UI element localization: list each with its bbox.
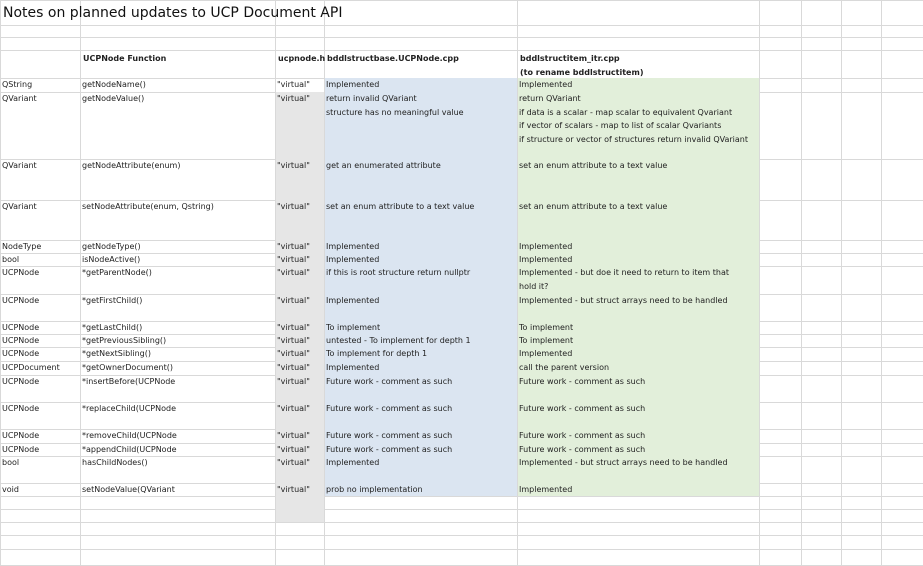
cell-type[interactable]: bool (2, 458, 20, 467)
cell-ucpnode-h[interactable]: "virtual" (277, 485, 310, 494)
header-base-cpp[interactable]: bddlstructbase.UCPNode.cpp (327, 54, 459, 63)
cell-function[interactable]: *getParentNode() (82, 268, 152, 277)
cell-item-note[interactable]: Implemented (519, 80, 573, 89)
cell-type[interactable]: UCPNode (2, 445, 40, 454)
grid-row-line (0, 25, 923, 26)
cell-ucpnode-h[interactable]: "virtual" (277, 377, 310, 386)
cell-type[interactable]: UCPNode (2, 349, 40, 358)
cell-type[interactable]: UCPNode (2, 336, 40, 345)
cell-type[interactable]: UCPNode (2, 404, 40, 413)
cell-function[interactable]: *removeChild(UCPNode (82, 431, 177, 440)
cell-base-note[interactable]: Implemented (326, 80, 380, 89)
cell-ucpnode-h[interactable]: "virtual" (277, 363, 310, 372)
header-ucpnode-h[interactable]: ucpnode.h (278, 54, 326, 63)
cell-base-note[interactable]: Implemented (326, 255, 380, 264)
cell-item-note[interactable]: Future work - comment as such (519, 431, 646, 440)
cell-function[interactable]: *replaceChild(UCPNode (82, 404, 177, 413)
cell-item-note[interactable]: Future work - comment as such (519, 377, 646, 386)
grid-row-line (0, 535, 923, 536)
cell-type[interactable]: QVariant (2, 202, 37, 211)
cell-base-note[interactable]: if this is root structure return nullptr (326, 268, 471, 277)
cell-item-note[interactable]: return QVariant (519, 94, 581, 103)
cell-type[interactable]: QVariant (2, 94, 37, 103)
cell-ucpnode-h[interactable]: "virtual" (277, 404, 310, 413)
cell-item-note[interactable]: Future work - comment as such (519, 445, 646, 454)
cell-item-note[interactable]: set an enum attribute to a text value (519, 161, 668, 170)
grid-column-line (841, 0, 842, 565)
cell-item-note[interactable]: To implement (519, 323, 574, 332)
cell-function[interactable]: *getLastChild() (82, 323, 143, 332)
cell-item-note[interactable]: if structure or vector of structures return invalid QVariant (519, 134, 749, 144)
cell-type[interactable]: UCPDocument (2, 363, 60, 372)
cell-type[interactable]: NodeType (2, 242, 42, 251)
cell-base-note[interactable]: prob no implementation (326, 485, 423, 494)
cell-function[interactable]: getNodeType() (82, 242, 141, 251)
cell-type[interactable]: UCPNode (2, 431, 40, 440)
cell-function[interactable]: hasChildNodes() (82, 458, 148, 467)
cell-type[interactable]: QString (2, 80, 33, 89)
cell-function[interactable]: *insertBefore(UCPNode (82, 377, 176, 386)
cell-item-note[interactable]: To implement (519, 336, 574, 345)
cell-item-note[interactable]: if vector of scalars - map to list of scalar Qvariants (519, 121, 722, 130)
cell-ucpnode-h[interactable]: "virtual" (277, 161, 310, 170)
cell-base-note[interactable]: To implement for depth 1 (326, 349, 428, 358)
grid-row-line (0, 549, 923, 550)
cell-item-note[interactable]: Future work - comment as such (519, 404, 646, 413)
grid-column-line (801, 0, 802, 565)
cell-ucpnode-h[interactable]: "virtual" (277, 242, 310, 251)
cell-ucpnode-h[interactable]: "virtual" (277, 458, 310, 467)
grid-row-line (0, 0, 923, 1)
cell-base-note[interactable]: untested - To implement for depth 1 (326, 336, 471, 345)
cell-function[interactable]: *appendChild(UCPNode (82, 445, 177, 454)
grid-row-line (0, 50, 923, 51)
cell-ucpnode-h[interactable]: "virtual" (277, 94, 310, 103)
cell-ucpnode-h[interactable]: "virtual" (277, 80, 310, 89)
cell-base-note[interactable]: Future work - comment as such (326, 431, 453, 440)
cell-type[interactable]: UCPNode (2, 296, 40, 305)
grid-column-line (759, 0, 760, 565)
sheet-title[interactable]: Notes on planned updates to UCP Document API (3, 5, 343, 21)
cell-base-note[interactable]: set an enum attribute to a text value (326, 202, 475, 211)
cell-ucpnode-h[interactable]: "virtual" (277, 445, 310, 454)
cell-function[interactable]: isNodeActive() (82, 255, 141, 264)
cell-ucpnode-h[interactable]: "virtual" (277, 323, 310, 332)
cell-function[interactable]: getNodeValue() (82, 94, 145, 103)
cell-item-note[interactable]: set an enum attribute to a text value (519, 202, 668, 211)
cell-type[interactable]: QVariant (2, 161, 37, 170)
grid-row-line (0, 522, 923, 523)
cell-base-note[interactable]: Implemented (326, 242, 380, 251)
cell-ucpnode-h[interactable]: "virtual" (277, 296, 310, 305)
cell-base-note[interactable]: To implement (326, 323, 381, 332)
cell-ucpnode-h[interactable]: "virtual" (277, 268, 310, 277)
cell-base-note[interactable]: Future work - comment as such (326, 404, 453, 413)
cell-base-note[interactable]: Future work - comment as such (326, 377, 453, 386)
cell-type[interactable]: void (2, 485, 19, 494)
cell-function[interactable]: *getOwnerDocument() (82, 363, 173, 372)
grid-column-line (881, 0, 882, 565)
cell-base-note[interactable]: Implemented (326, 363, 380, 372)
grid-row-line (0, 509, 923, 510)
cell-item-note[interactable]: Implemented (519, 349, 573, 358)
cell-item-note[interactable]: Implemented (519, 485, 573, 494)
header-item-cpp[interactable]: bddlstructitem_itr.cpp (520, 54, 620, 63)
cell-item-note[interactable]: call the parent version (519, 363, 610, 372)
cell-item-note[interactable]: hold it? (519, 281, 549, 291)
cell-ucpnode-h[interactable]: "virtual" (277, 202, 310, 211)
cell-item-note[interactable]: Implemented (519, 255, 573, 264)
cell-function[interactable]: setNodeAttribute(enum, Qstring) (82, 202, 214, 211)
cell-function[interactable]: getNodeAttribute(enum) (82, 161, 181, 170)
cell-ucpnode-h[interactable]: "virtual" (277, 349, 310, 358)
cell-type[interactable]: UCPNode (2, 323, 40, 332)
cell-base-note[interactable]: Implemented (326, 296, 380, 305)
header-item-cpp-note[interactable]: (to rename bddlstructitem) (520, 68, 644, 77)
cell-type[interactable]: bool (2, 255, 20, 264)
cell-base-note[interactable]: Implemented (326, 458, 380, 467)
cell-base-note[interactable]: structure has no meaningful value (326, 107, 464, 117)
grid-row-line (0, 37, 923, 38)
cell-item-note[interactable]: Implemented - but doe it need to return to item that (519, 268, 729, 277)
cell-item-note[interactable]: if data is a scalar - map scalar to equivalent Qvariant (519, 107, 733, 117)
cell-ucpnode-h[interactable]: "virtual" (277, 255, 310, 264)
header-function[interactable]: UCPNode Function (83, 54, 167, 63)
cell-function[interactable]: setNodeValue(QVariant (82, 485, 175, 494)
cell-item-note[interactable]: Implemented (519, 242, 573, 251)
cell-base-note[interactable]: return invalid QVariant (326, 94, 417, 103)
cell-item-note[interactable]: Implemented - but struct arrays need to be handled (519, 296, 728, 305)
cell-base-note[interactable]: get an enumerated attribute (326, 161, 441, 170)
cell-function[interactable]: getNodeName() (82, 80, 146, 89)
cell-type[interactable]: UCPNode (2, 268, 40, 277)
cell-ucpnode-h[interactable]: "virtual" (277, 336, 310, 345)
cell-base-note[interactable]: Future work - comment as such (326, 445, 453, 454)
cell-ucpnode-h[interactable]: "virtual" (277, 431, 310, 440)
cell-type[interactable]: UCPNode (2, 377, 40, 386)
cell-function[interactable]: *getFirstChild() (82, 296, 143, 305)
cell-function[interactable]: *getNextSibling() (82, 349, 151, 358)
cell-function[interactable]: *getPreviousSibling() (82, 336, 167, 345)
cell-item-note[interactable]: Implemented - but struct arrays need to be handled (519, 458, 728, 467)
